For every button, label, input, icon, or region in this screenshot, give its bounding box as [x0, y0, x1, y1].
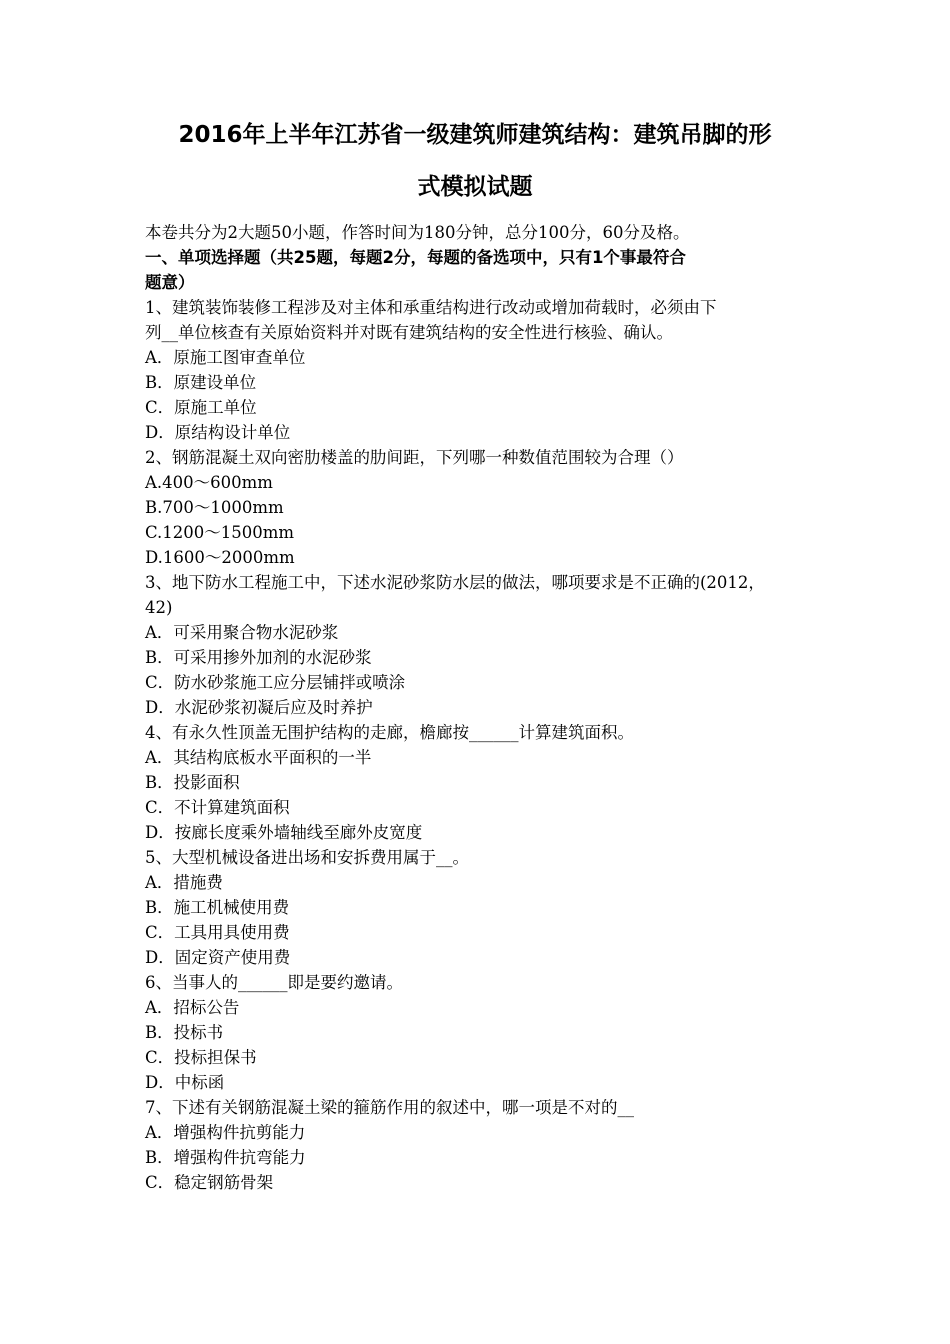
- question-option: D．水泥砂浆初凝后应及时养护: [145, 698, 373, 717]
- section-heading-line-1: 一、单项选择题（共25题，每题2分，每题的备选项中，只有1个事最符合: [145, 248, 686, 267]
- question-stem: 42): [145, 598, 173, 617]
- exam-intro: 本卷共分为2大题50小题，作答时间为180分钟，总分100分，60分及格。: [145, 223, 690, 242]
- question-stem: 7、下述有关钢筋混凝土梁的箍筋作用的叙述中，哪一项是不对的__: [145, 1098, 634, 1117]
- section-heading-line-2: 题意）: [145, 273, 195, 292]
- question-option: D．原结构设计单位: [145, 423, 291, 442]
- question-6: [145, 970, 825, 1095]
- question-option: B．施工机械使用费: [145, 898, 290, 917]
- question-option: A．措施费: [145, 873, 223, 892]
- question-1: [145, 295, 825, 445]
- question-option: D.1600～2000mm: [145, 548, 295, 567]
- question-option: B．增强构件抗弯能力: [145, 1148, 306, 1167]
- question-option: D．中标函: [145, 1073, 225, 1092]
- question-option: A．原施工图审查单位: [145, 348, 306, 367]
- question-option: B．投影面积: [145, 773, 240, 792]
- question-option: D．固定资产使用费: [145, 948, 291, 967]
- question-option: A．可采用聚合物水泥砂浆: [145, 623, 339, 642]
- question-7: [145, 1095, 825, 1195]
- question-stem: 1、建筑装饰装修工程涉及对主体和承重结构进行改动或增加荷载时，必须由下: [145, 298, 717, 317]
- question-stem: 列__单位核查有关原始资料并对既有建筑结构的安全性进行核验、确认。: [145, 323, 673, 342]
- question-option: C．原施工单位: [145, 398, 257, 417]
- question-2: [145, 445, 825, 570]
- question-3: [145, 570, 825, 720]
- question-option: B．投标书: [145, 1023, 224, 1042]
- question-option: C．不计算建筑面积: [145, 798, 290, 817]
- question-option: C．防水砂浆施工应分层铺拌或喷涂: [145, 673, 406, 692]
- question-option: A．增强构件抗剪能力: [145, 1123, 306, 1142]
- question-option: A．招标公告: [145, 998, 240, 1017]
- question-option: C．工具用具使用费: [145, 923, 290, 942]
- question-option: D．按廊长度乘外墙轴线至廊外皮宽度: [145, 823, 423, 842]
- question-option: A．其结构底板水平面积的一半: [145, 748, 372, 767]
- question-option: B．原建设单位: [145, 373, 257, 392]
- question-4: [145, 720, 825, 845]
- question-stem: 3、地下防水工程施工中，下述水泥砂浆防水层的做法，哪项要求是不正确的(2012，: [145, 573, 765, 592]
- question-stem: 5、大型机械设备进出场和安拆费用属于__。: [145, 848, 469, 867]
- question-option: C.1200～1500mm: [145, 523, 295, 542]
- document-title-line-2: 式模拟试题: [417, 174, 533, 200]
- question-stem: 2、钢筋混凝土双向密肋楼盖的肋间距，下列哪一种数值范围较为合理（）: [145, 448, 684, 467]
- question-option: A.400～600mm: [145, 473, 273, 492]
- question-stem: 4、有永久性顶盖无围护结构的走廊，檐廊按______计算建筑面积。: [145, 723, 634, 742]
- question-option: C．稳定钢筋骨架: [145, 1173, 274, 1192]
- question-5: [145, 845, 825, 970]
- question-option: B．可采用掺外加剂的水泥砂浆: [145, 648, 372, 667]
- document-title-line-1: 2016年上半年江苏省一级建筑师建筑结构：建筑吊脚的形: [178, 122, 772, 148]
- document-body: [145, 220, 825, 1195]
- question-option: C．投标担保书: [145, 1048, 257, 1067]
- question-stem: 6、当事人的______即是要约邀请。: [145, 973, 403, 992]
- question-option: B.700～1000mm: [145, 498, 284, 517]
